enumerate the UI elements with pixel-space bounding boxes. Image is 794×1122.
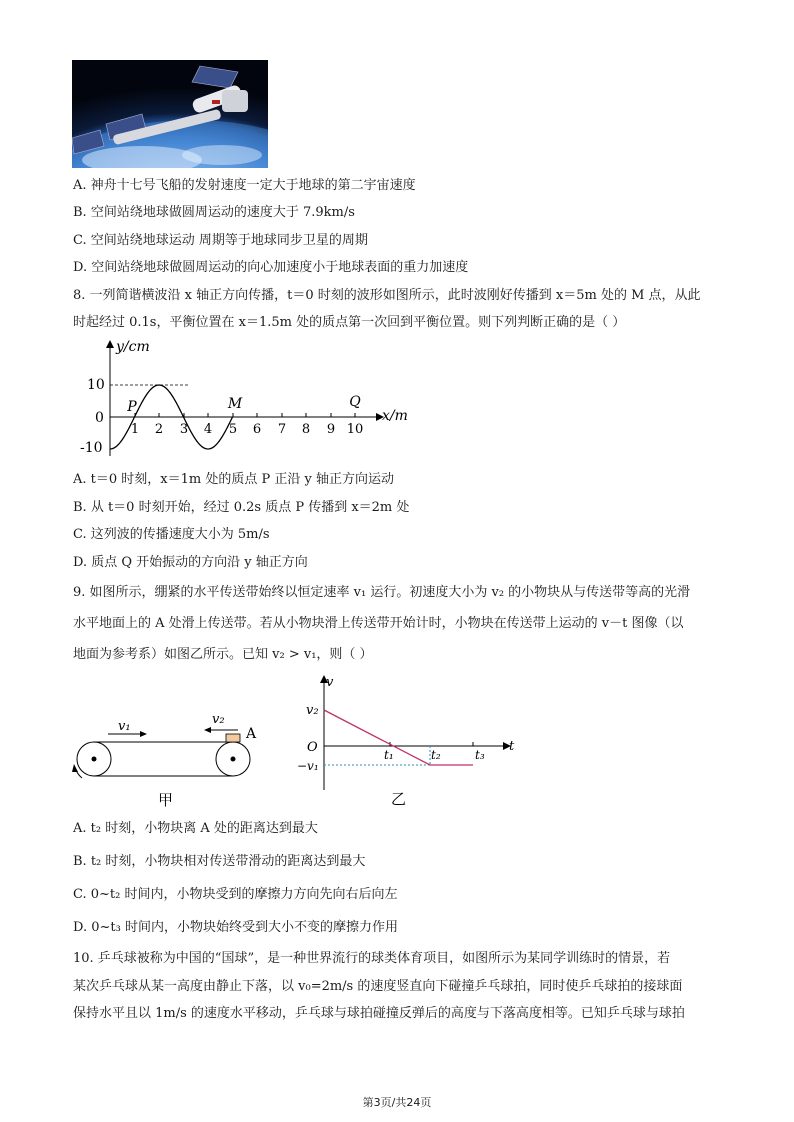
x-tick-7: 7 (277, 422, 287, 437)
q9-option-c: C. 0~t₂ 时间内，小物块受到的摩擦力方向先向右后向左 (73, 887, 398, 902)
q8-wave-graph (80, 336, 420, 466)
q9-stem-line2: 水平地面上的 A 处滑上传送带。若从小物块滑上传送带开始计时，小物块在传送带上运动的 v－t 图像（以 (73, 616, 684, 631)
point-q-label: Q (349, 394, 361, 410)
x-tick-6: 6 (252, 422, 262, 437)
y-tick-10: 10 (87, 377, 105, 393)
y-axis-label: y/cm (116, 339, 150, 355)
q9-option-d: D. 0~t₃ 时间内，小物块始终受到大小不变的摩擦力作用 (73, 920, 398, 935)
t3-label: t₃ (475, 748, 485, 762)
q8-stem-line2: 时起经过 0.1s，平衡位置在 x＝1.5m 处的质点第一次回到平衡位置。则下列判断正确的是（ ） (73, 315, 626, 330)
q8-option-b: B. 从 t＝0 时刻开始，经过 0.2s 质点 P 传播到 x＝2m 处 (73, 500, 410, 515)
q9-option-a: A. t₂ 时刻，小物块离 A 处的距离达到最大 (73, 821, 318, 836)
v1-label: v₁ (118, 719, 131, 734)
q7-option-b: B. 空间站绕地球做圆周运动的速度大于 7.9km/s (73, 205, 355, 220)
q9-stem-line3: 地面为参考系）如图乙所示。已知 v₂ > v₁，则（ ） (73, 647, 373, 662)
x-axis-label: x/m (382, 408, 408, 424)
v-axis-label: v (326, 675, 334, 690)
q9-stem-line1: 9. 如图所示，绷紧的水平传送带始终以恒定速率 v₁ 运行。初速度大小为 v₂ 的小物块从与传送带等高的光滑 (73, 585, 691, 600)
conveyor-belt-figure (68, 712, 278, 812)
v2-label: v₂ (212, 712, 225, 727)
a-label: A (246, 726, 257, 742)
q10-line3: 保持水平且以 1m/s 的速度水平移动，乒乓球与球拍碰撞反弹后的高度与下落高度相等。已知乒乓球与球拍 (73, 1006, 685, 1021)
y-tick-0: 0 (95, 410, 104, 426)
q7-option-c: C. 空间站绕地球运动 周期等于地球同步卫星的周期 (73, 233, 368, 248)
vt-graph-figure (295, 672, 525, 812)
t2-label: t₂ (431, 748, 441, 762)
fig-yi-caption: 乙 (391, 790, 407, 808)
x-tick-3: 3 (179, 422, 189, 437)
x-tick-10: 10 (346, 422, 364, 437)
point-m-label: M (227, 396, 243, 412)
x-tick-1: 1 (130, 422, 140, 437)
t-axis-label: t (509, 739, 515, 754)
q8-stem-line1: 8. 一列简谐横波沿 x 轴正方向传播，t＝0 时刻的波形如图所示，此时波刚好传播到 x＝5m 处的 M 点，从此 (73, 288, 701, 303)
t1-label: t₁ (384, 748, 394, 762)
x-tick-5: 5 (228, 422, 238, 437)
q8-option-d: D. 质点 Q 开始振动的方向沿 y 轴正方向 (73, 555, 308, 570)
space-station-photo (72, 60, 268, 168)
q8-option-c: C. 这列波的传播速度大小为 5m/s (73, 527, 270, 542)
q10-line2: 某次乒乓球从某一高度由静止下落，以 v₀=2m/s 的速度竖直向下碰撞乒乓球拍，同时使乒乓球拍的接球面 (73, 979, 683, 994)
vt-line (324, 710, 473, 765)
v2-tick-label: v₂ (306, 703, 319, 718)
q7-option-a: A. 神舟十七号飞船的发射速度一定大于地球的第二宇宙速度 (73, 178, 416, 193)
point-p-label: P (127, 399, 137, 415)
q9-option-b: B. t₂ 时刻，小物块相对传送带滑动的距离达到最大 (73, 854, 366, 869)
origin-label: O (307, 740, 318, 755)
q8-option-a: A. t＝0 时刻，x＝1m 处的质点 P 正沿 y 轴正方向运动 (73, 472, 394, 487)
neg-v1-tick-label: −v₁ (297, 759, 319, 773)
block-a (226, 734, 240, 742)
q7-option-d: D. 空间站绕地球做圆周运动的向心加速度小于地球表面的重力加速度 (73, 260, 469, 275)
x-tick-4: 4 (203, 422, 213, 437)
x-tick-2: 2 (154, 422, 164, 437)
x-tick-8: 8 (301, 422, 311, 437)
y-tick-neg10: -10 (80, 440, 103, 456)
x-tick-9: 9 (326, 422, 336, 437)
fig-jia-caption: 甲 (158, 791, 174, 809)
q10-line1: 10. 乒乓球被称为中国的“国球”，是一种世界流行的球类体育项目，如图所示为某同学训练时的情景，若 (73, 951, 671, 966)
page-number-footer: 第3页/共24页 (362, 1096, 432, 1109)
